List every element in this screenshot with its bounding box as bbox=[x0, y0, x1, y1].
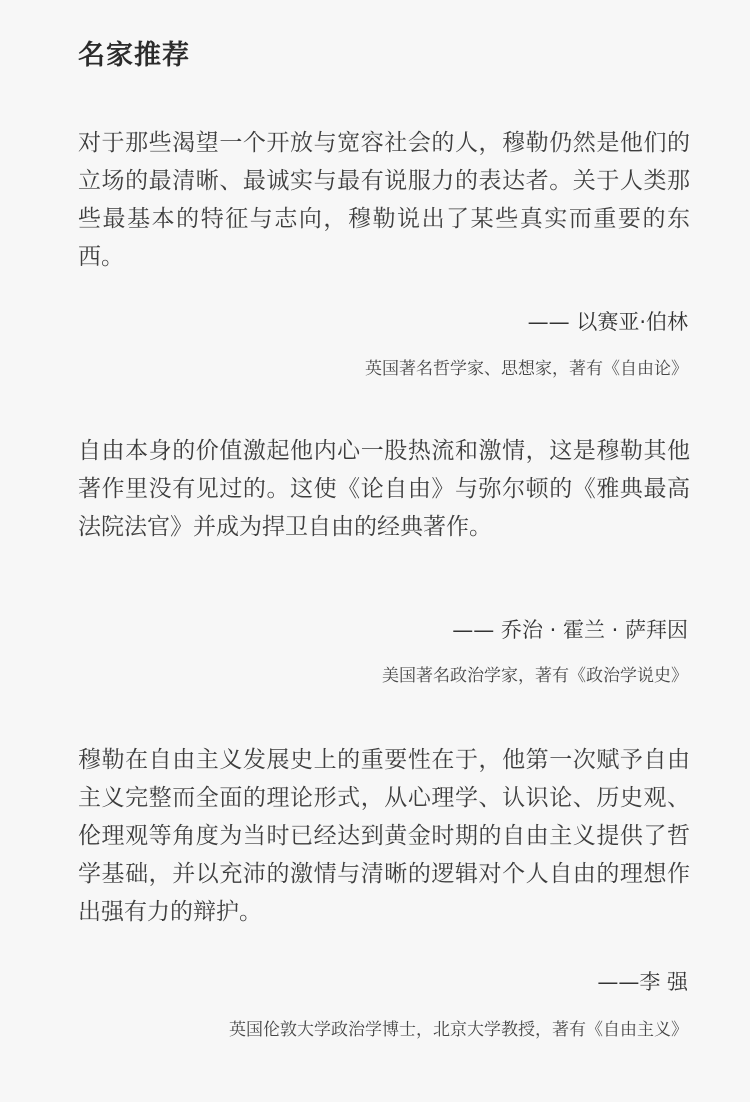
section-title: 名家推荐 bbox=[78, 40, 190, 71]
recommendation-author-berlin: —— 以赛亚·伯林 bbox=[527, 310, 688, 334]
recommendation-author-sabine: —— 乔治 · 霍兰 · 萨拜因 bbox=[452, 618, 688, 642]
recommendation-quote-li-qiang: 穆勒在自由主义发展史上的重要性在于，他第一次赋予自由主义完整而全面的理论形式，从心理学、认识论、历史观、伦理观等角度为当时已经达到黄金时期的自由主义提供了哲学基础，并以充沛的激情与清晰的逻辑对个人自由的理想作出强有力的辩护。 bbox=[78, 747, 690, 925]
recommendation-author-li-qiang: ——李 强 bbox=[597, 970, 688, 994]
recommendation-quote-berlin: 对于那些渴望一个开放与宽容社会的人，穆勒仍然是他们的立场的最清晰、最诚实与最有说服力的表达者。关于人类那些最基本的特征与志向，穆勒说出了某些真实而重要的东西。 bbox=[78, 130, 690, 270]
recommendation-credential-li-qiang: 英国伦敦大学政治学博士，北京大学教授，著有《自由主义》 bbox=[229, 1020, 688, 1040]
recommendation-quote-sabine: 自由本身的价值激起他内心一股热流和激情，这是穆勒其他著作里没有见过的。这使《论自由》与弥尔顿的《雅典最高法院法官》并成为捍卫自由的经典著作。 bbox=[78, 438, 690, 540]
recommendation-credential-berlin: 英国著名哲学家、思想家，著有《自由论》 bbox=[365, 359, 688, 379]
recommendation-credential-sabine: 美国著名政治学家，著有《政治学说史》 bbox=[382, 666, 688, 686]
